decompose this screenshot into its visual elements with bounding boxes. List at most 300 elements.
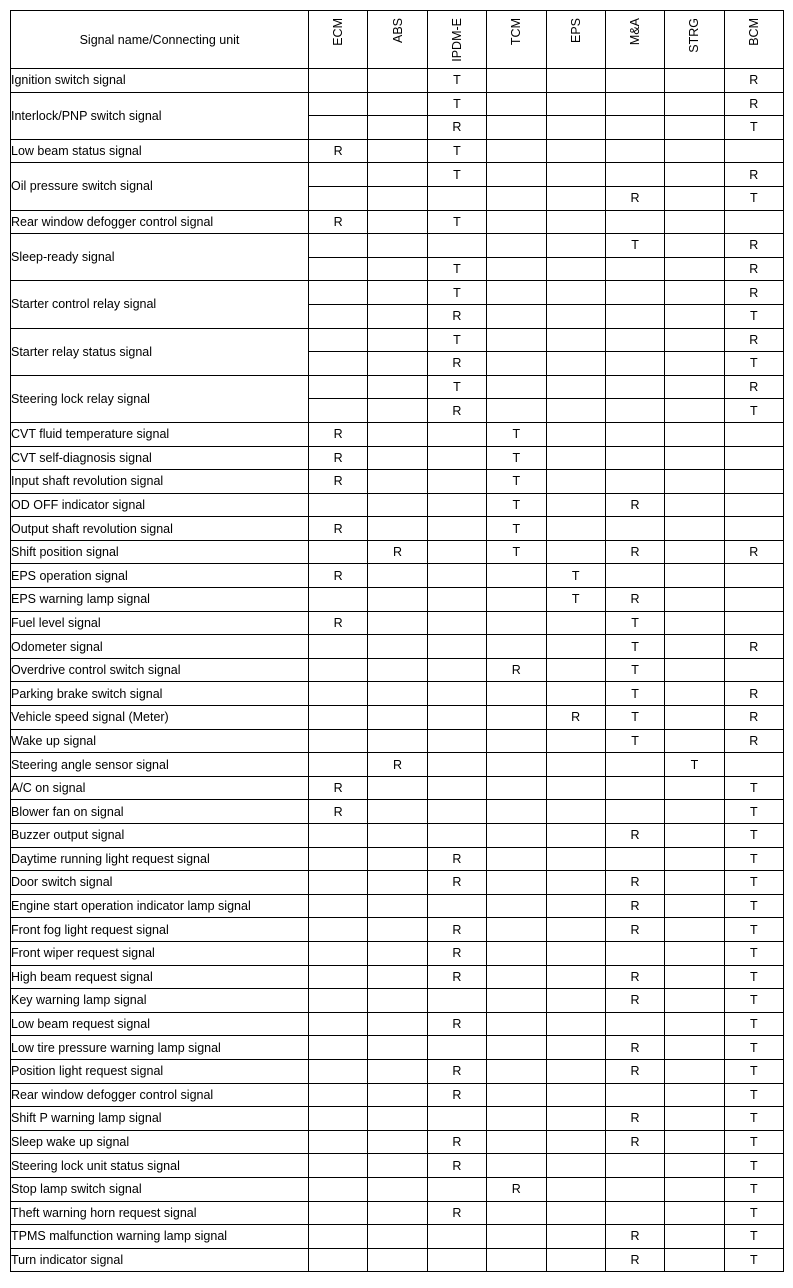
table-body	[11, 69, 784, 1272]
signal-name-cell: Starter relay status signal	[11, 328, 309, 375]
signal-direction-cell	[368, 824, 427, 848]
signal-direction-cell: T	[724, 918, 783, 942]
signal-name-cell: Steering lock relay signal	[11, 375, 309, 422]
signal-direction-cell	[368, 941, 427, 965]
signal-direction-cell: T	[427, 163, 486, 187]
signal-direction-cell: T	[724, 1036, 783, 1060]
table-row	[11, 1012, 784, 1036]
signal-direction-cell: R	[427, 918, 486, 942]
signal-direction-cell	[605, 281, 664, 305]
signal-direction-cell	[368, 847, 427, 871]
signal-name-cell: Buzzer output signal	[11, 824, 309, 848]
signal-direction-cell	[427, 564, 486, 588]
signal-direction-cell	[665, 517, 724, 541]
signal-direction-cell	[546, 304, 605, 328]
signal-direction-cell	[427, 729, 486, 753]
signal-direction-cell	[427, 493, 486, 517]
signal-direction-cell: T	[724, 304, 783, 328]
signal-direction-cell: R	[427, 352, 486, 376]
signal-direction-cell	[368, 257, 427, 281]
signal-direction-cell: T	[605, 635, 664, 659]
signal-direction-cell: R	[427, 941, 486, 965]
signal-direction-cell: T	[427, 210, 486, 234]
signal-direction-cell	[487, 1107, 546, 1131]
signal-direction-cell	[368, 470, 427, 494]
unit-label: IPDM-E	[449, 18, 464, 62]
signal-name-cell: Turn indicator signal	[11, 1248, 309, 1272]
unit-label: TCM	[509, 18, 524, 46]
table-row	[11, 328, 784, 352]
signal-name-cell: A/C on signal	[11, 776, 309, 800]
signal-direction-cell: R	[724, 375, 783, 399]
signal-direction-cell	[487, 328, 546, 352]
signal-direction-cell	[546, 540, 605, 564]
signal-direction-cell	[724, 588, 783, 612]
signal-direction-cell	[427, 611, 486, 635]
signal-direction-cell	[665, 92, 724, 116]
signal-direction-cell: R	[605, 540, 664, 564]
signal-name-cell: CVT self-diagnosis signal	[11, 446, 309, 470]
signal-direction-cell	[427, 446, 486, 470]
signal-direction-cell: R	[368, 540, 427, 564]
signal-direction-cell	[368, 564, 427, 588]
signal-direction-cell	[427, 682, 486, 706]
signal-direction-cell	[665, 1036, 724, 1060]
signal-direction-cell: R	[724, 682, 783, 706]
signal-direction-cell	[546, 399, 605, 423]
signal-direction-cell	[665, 847, 724, 871]
signal-direction-cell	[665, 69, 724, 93]
signal-direction-cell	[546, 210, 605, 234]
table-row	[11, 422, 784, 446]
column-header-unit	[724, 11, 783, 69]
signal-direction-cell: T	[724, 941, 783, 965]
signal-direction-cell	[605, 446, 664, 470]
signal-name-cell: Key warning lamp signal	[11, 989, 309, 1013]
signal-direction-cell	[309, 69, 368, 93]
signal-direction-cell	[368, 1036, 427, 1060]
signal-direction-cell	[309, 1248, 368, 1272]
signal-direction-cell: R	[427, 847, 486, 871]
table-row	[11, 871, 784, 895]
signal-name-cell: Front wiper request signal	[11, 941, 309, 965]
table-row	[11, 1177, 784, 1201]
signal-direction-cell	[665, 682, 724, 706]
signal-direction-cell	[665, 918, 724, 942]
signal-direction-cell	[368, 611, 427, 635]
signal-direction-cell: T	[605, 658, 664, 682]
signal-direction-cell: T	[724, 116, 783, 140]
signal-name-cell: Shift position signal	[11, 540, 309, 564]
signal-direction-cell	[605, 92, 664, 116]
column-header-unit	[309, 11, 368, 69]
column-header-unit	[546, 11, 605, 69]
signal-direction-cell	[665, 540, 724, 564]
signal-direction-cell	[309, 989, 368, 1013]
signal-direction-cell	[309, 163, 368, 187]
table-row	[11, 281, 784, 305]
signal-direction-cell: T	[605, 706, 664, 730]
signal-direction-cell	[368, 304, 427, 328]
table-row	[11, 682, 784, 706]
signal-direction-cell	[665, 163, 724, 187]
signal-direction-cell: R	[605, 824, 664, 848]
table-row	[11, 729, 784, 753]
signal-direction-cell	[309, 658, 368, 682]
signal-direction-cell: T	[724, 776, 783, 800]
signal-name-cell: Rear window defogger control signal	[11, 210, 309, 234]
signal-direction-cell: R	[427, 1012, 486, 1036]
signal-direction-cell	[605, 116, 664, 140]
signal-direction-cell: R	[309, 470, 368, 494]
signal-direction-cell	[487, 564, 546, 588]
signal-direction-cell	[427, 517, 486, 541]
signal-direction-cell: R	[605, 186, 664, 210]
signal-direction-cell	[665, 611, 724, 635]
signal-direction-cell	[427, 658, 486, 682]
signal-direction-cell	[368, 1201, 427, 1225]
signal-direction-cell	[487, 234, 546, 258]
signal-direction-cell: T	[724, 186, 783, 210]
signal-direction-cell	[309, 1225, 368, 1249]
table-row	[11, 800, 784, 824]
table-row	[11, 753, 784, 777]
signal-direction-cell	[724, 611, 783, 635]
table-row	[11, 894, 784, 918]
column-header-unit	[665, 11, 724, 69]
signal-direction-cell	[665, 729, 724, 753]
signal-direction-cell	[309, 352, 368, 376]
table-row	[11, 92, 784, 116]
signal-direction-cell	[368, 186, 427, 210]
signal-direction-cell	[309, 375, 368, 399]
signal-direction-cell: R	[724, 328, 783, 352]
signal-name-cell: Odometer signal	[11, 635, 309, 659]
signal-direction-cell	[546, 517, 605, 541]
signal-direction-cell: T	[724, 399, 783, 423]
signal-direction-cell	[309, 493, 368, 517]
table-header	[11, 11, 784, 69]
signal-direction-cell	[368, 517, 427, 541]
signal-name-cell: OD OFF indicator signal	[11, 493, 309, 517]
signal-name-cell: Daytime running light request signal	[11, 847, 309, 871]
signal-direction-cell	[546, 257, 605, 281]
signal-direction-cell	[487, 1059, 546, 1083]
signal-direction-cell	[665, 328, 724, 352]
signal-direction-cell	[605, 800, 664, 824]
signal-direction-cell: T	[724, 1177, 783, 1201]
signal-direction-cell	[427, 1036, 486, 1060]
signal-direction-cell: T	[724, 800, 783, 824]
signal-direction-cell	[309, 1012, 368, 1036]
signal-table-sheet	[10, 10, 783, 1272]
signal-direction-cell	[665, 234, 724, 258]
signal-direction-cell	[309, 1201, 368, 1225]
table-row	[11, 1036, 784, 1060]
signal-direction-cell	[724, 470, 783, 494]
signal-direction-cell	[546, 611, 605, 635]
signal-direction-cell	[724, 564, 783, 588]
signal-direction-cell	[487, 257, 546, 281]
signal-direction-cell: T	[724, 1059, 783, 1083]
table-row	[11, 517, 784, 541]
unit-label: M&A	[628, 18, 643, 46]
signal-direction-cell: R	[724, 281, 783, 305]
signal-direction-cell	[309, 847, 368, 871]
signal-direction-cell: R	[724, 234, 783, 258]
signal-direction-cell	[487, 163, 546, 187]
signal-direction-cell: T	[605, 682, 664, 706]
signal-direction-cell: T	[546, 564, 605, 588]
signal-direction-cell	[546, 1059, 605, 1083]
signal-direction-cell	[487, 281, 546, 305]
signal-name-cell: Output shaft revolution signal	[11, 517, 309, 541]
signal-direction-cell: R	[427, 1130, 486, 1154]
signal-direction-cell	[665, 304, 724, 328]
signal-direction-cell	[605, 304, 664, 328]
signal-direction-cell	[368, 328, 427, 352]
table-row	[11, 658, 784, 682]
signal-direction-cell	[368, 776, 427, 800]
table-row	[11, 210, 784, 234]
signal-direction-cell	[368, 894, 427, 918]
signal-direction-cell	[724, 658, 783, 682]
signal-direction-cell	[368, 682, 427, 706]
signal-direction-cell: R	[605, 1107, 664, 1131]
table-row	[11, 965, 784, 989]
signal-direction-cell	[368, 800, 427, 824]
signal-direction-cell	[487, 941, 546, 965]
signal-direction-cell	[546, 375, 605, 399]
signal-name-cell: Low beam status signal	[11, 139, 309, 163]
signal-direction-cell	[487, 871, 546, 895]
signal-direction-cell: T	[427, 139, 486, 163]
signal-direction-cell: R	[605, 1225, 664, 1249]
signal-direction-cell	[487, 965, 546, 989]
signal-name-cell: Door switch signal	[11, 871, 309, 895]
signal-direction-cell: T	[487, 446, 546, 470]
signal-direction-cell: R	[427, 116, 486, 140]
header-row	[11, 11, 784, 69]
table-row	[11, 1107, 784, 1131]
signal-direction-cell	[309, 399, 368, 423]
signal-name-cell: EPS operation signal	[11, 564, 309, 588]
signal-direction-cell: R	[427, 1059, 486, 1083]
signal-direction-cell: R	[487, 658, 546, 682]
signal-direction-cell	[427, 776, 486, 800]
column-header-unit	[368, 11, 427, 69]
signal-direction-cell	[309, 234, 368, 258]
signal-direction-cell	[368, 1107, 427, 1131]
signal-direction-cell: R	[724, 69, 783, 93]
signal-direction-cell	[309, 1036, 368, 1060]
table-row	[11, 564, 784, 588]
signal-direction-cell	[309, 824, 368, 848]
signal-direction-cell	[487, 1130, 546, 1154]
signal-direction-cell	[605, 517, 664, 541]
signal-direction-cell	[546, 281, 605, 305]
signal-direction-cell: R	[427, 304, 486, 328]
signal-direction-cell	[427, 989, 486, 1013]
signal-direction-cell	[427, 706, 486, 730]
signal-direction-cell: R	[724, 729, 783, 753]
column-header-unit	[605, 11, 664, 69]
signal-direction-cell	[487, 824, 546, 848]
table-row	[11, 375, 784, 399]
signal-direction-cell: R	[309, 800, 368, 824]
signal-direction-cell	[487, 588, 546, 612]
signal-direction-cell	[665, 1248, 724, 1272]
signal-direction-cell	[487, 92, 546, 116]
signal-direction-cell	[724, 139, 783, 163]
signal-direction-cell	[665, 941, 724, 965]
signal-direction-cell	[427, 540, 486, 564]
signal-direction-cell	[546, 186, 605, 210]
signal-direction-cell	[665, 446, 724, 470]
signal-direction-cell	[368, 1012, 427, 1036]
signal-direction-cell: R	[427, 1201, 486, 1225]
signal-direction-cell	[546, 470, 605, 494]
signal-direction-cell	[546, 163, 605, 187]
signal-direction-cell: R	[724, 163, 783, 187]
signal-direction-cell	[546, 493, 605, 517]
signal-direction-cell: R	[724, 635, 783, 659]
signal-direction-cell: R	[605, 493, 664, 517]
signal-direction-cell	[665, 776, 724, 800]
table-row	[11, 776, 784, 800]
signal-direction-cell	[605, 564, 664, 588]
signal-name-cell: Position light request signal	[11, 1059, 309, 1083]
signal-direction-cell	[665, 564, 724, 588]
signal-connection-table	[10, 10, 784, 1272]
signal-direction-cell	[487, 1154, 546, 1178]
signal-direction-cell: T	[487, 517, 546, 541]
signal-name-cell: Front fog light request signal	[11, 918, 309, 942]
signal-direction-cell	[546, 422, 605, 446]
signal-direction-cell	[546, 1130, 605, 1154]
signal-direction-cell	[368, 1225, 427, 1249]
signal-direction-cell	[427, 753, 486, 777]
signal-direction-cell	[368, 399, 427, 423]
signal-direction-cell	[427, 894, 486, 918]
signal-direction-cell	[546, 658, 605, 682]
signal-direction-cell: T	[724, 847, 783, 871]
signal-direction-cell: R	[605, 1036, 664, 1060]
signal-name-cell: Oil pressure switch signal	[11, 163, 309, 210]
table-row	[11, 1083, 784, 1107]
signal-direction-cell: T	[724, 989, 783, 1013]
signal-direction-cell: R	[368, 753, 427, 777]
signal-direction-cell: R	[605, 989, 664, 1013]
signal-direction-cell: T	[724, 1248, 783, 1272]
signal-direction-cell: R	[724, 92, 783, 116]
signal-direction-cell	[546, 894, 605, 918]
signal-direction-cell	[665, 824, 724, 848]
signal-direction-cell	[368, 422, 427, 446]
signal-name-cell: Parking brake switch signal	[11, 682, 309, 706]
signal-direction-cell	[665, 894, 724, 918]
signal-direction-cell	[665, 1012, 724, 1036]
signal-direction-cell	[487, 989, 546, 1013]
signal-direction-cell: T	[724, 871, 783, 895]
signal-direction-cell	[665, 493, 724, 517]
signal-direction-cell: R	[487, 1177, 546, 1201]
signal-direction-cell	[605, 1154, 664, 1178]
signal-direction-cell	[605, 352, 664, 376]
signal-direction-cell	[487, 918, 546, 942]
signal-direction-cell: T	[724, 965, 783, 989]
signal-direction-cell	[309, 635, 368, 659]
signal-direction-cell	[605, 941, 664, 965]
signal-direction-cell	[368, 635, 427, 659]
signal-direction-cell	[487, 1248, 546, 1272]
signal-direction-cell: T	[724, 1012, 783, 1036]
signal-direction-cell	[546, 800, 605, 824]
signal-direction-cell: R	[724, 257, 783, 281]
signal-direction-cell	[309, 682, 368, 706]
signal-direction-cell	[665, 706, 724, 730]
signal-direction-cell	[724, 753, 783, 777]
signal-direction-cell	[665, 470, 724, 494]
signal-direction-cell	[309, 328, 368, 352]
table-row	[11, 635, 784, 659]
signal-direction-cell	[368, 1177, 427, 1201]
table-row	[11, 540, 784, 564]
table-row	[11, 69, 784, 93]
signal-direction-cell	[309, 1154, 368, 1178]
signal-direction-cell: R	[309, 564, 368, 588]
signal-direction-cell	[427, 1248, 486, 1272]
signal-direction-cell	[309, 257, 368, 281]
signal-direction-cell: R	[605, 871, 664, 895]
table-row	[11, 1059, 784, 1083]
signal-direction-cell	[605, 776, 664, 800]
signal-direction-cell: R	[724, 706, 783, 730]
signal-direction-cell	[546, 139, 605, 163]
signal-direction-cell	[427, 186, 486, 210]
signal-direction-cell: T	[605, 729, 664, 753]
signal-direction-cell	[368, 989, 427, 1013]
signal-direction-cell	[665, 352, 724, 376]
signal-direction-cell	[309, 1083, 368, 1107]
signal-direction-cell: R	[605, 918, 664, 942]
signal-direction-cell	[487, 729, 546, 753]
signal-direction-cell: T	[427, 92, 486, 116]
signal-direction-cell	[665, 257, 724, 281]
signal-name-cell: Wake up signal	[11, 729, 309, 753]
signal-direction-cell	[605, 1083, 664, 1107]
signal-name-cell: TPMS malfunction warning lamp signal	[11, 1225, 309, 1249]
signal-direction-cell	[665, 116, 724, 140]
signal-direction-cell	[665, 1107, 724, 1131]
signal-direction-cell	[487, 753, 546, 777]
signal-direction-cell	[309, 92, 368, 116]
signal-direction-cell	[605, 847, 664, 871]
signal-direction-cell	[368, 658, 427, 682]
signal-direction-cell: T	[427, 375, 486, 399]
signal-direction-cell	[487, 847, 546, 871]
signal-direction-cell	[487, 706, 546, 730]
signal-direction-cell	[368, 69, 427, 93]
signal-direction-cell	[368, 163, 427, 187]
signal-direction-cell	[427, 824, 486, 848]
signal-direction-cell	[546, 729, 605, 753]
column-header-unit	[487, 11, 546, 69]
signal-direction-cell	[665, 1130, 724, 1154]
signal-direction-cell	[546, 1225, 605, 1249]
signal-direction-cell	[665, 1059, 724, 1083]
signal-direction-cell: T	[487, 493, 546, 517]
